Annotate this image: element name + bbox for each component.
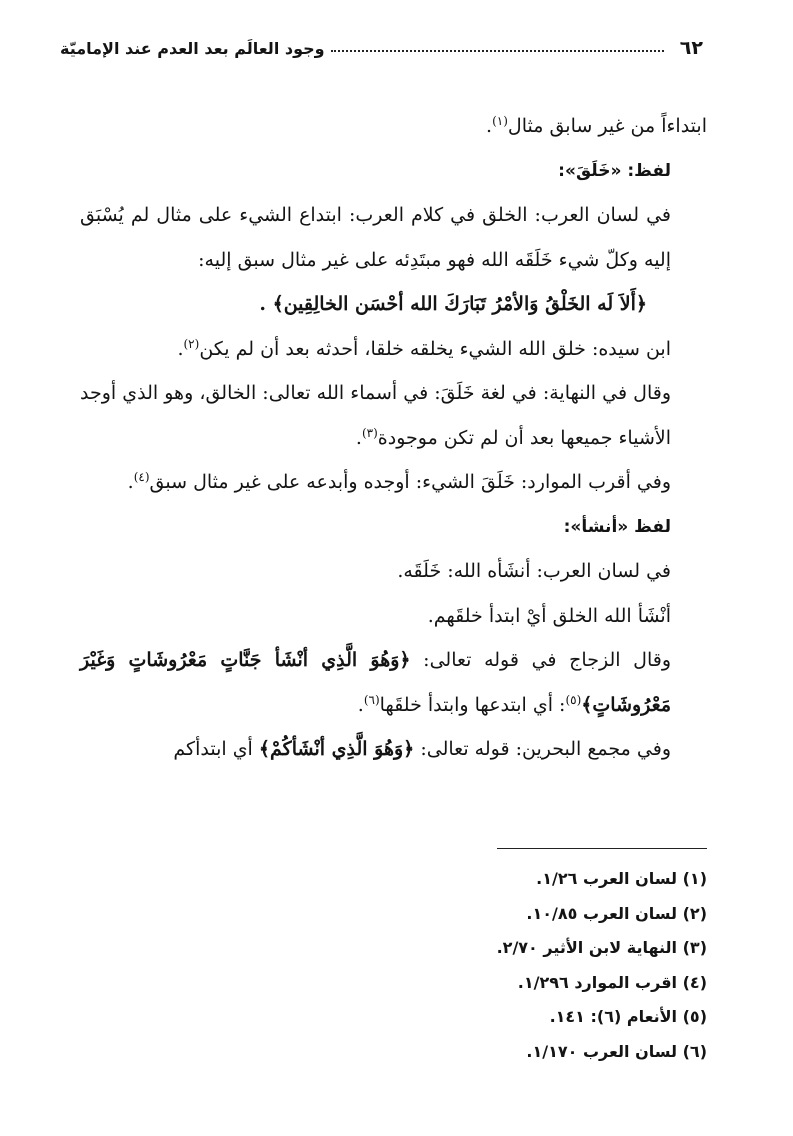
paragraph-3: ابن سيده: خلق الله الشيء يخلقه خلقا، أحدثه بعد أن لم يكن$^{(٢)}$. xyxy=(177,336,671,360)
header-leader-dots xyxy=(331,50,664,52)
footnote-1: (١) لسان العرب ١/٢٦. xyxy=(536,869,707,888)
paragraph-8: وقال الزجاج في قوله تعالى: ﴿وَهُوَ الَّذِي أنْشَأ جَنَّاتٍ مَعْرُوشَاتٍ وَغَيْرَ مَعْرُوشَاتٍ﴾$^{(٥)}$: أي ابتدعها وابتدأ خلقَها$^{(٦)}$. xyxy=(80,649,672,716)
footnote-ref-6: (٦) xyxy=(363,692,380,707)
paragraph-7: أنْشَأ الله الخلق أيْ ابتدأ خلقَهم. xyxy=(427,604,671,627)
paragraph-9: وفي مجمع البحرين: قوله تعالى: ﴿وَهُوَ الَّذِي أنْشَأكُمْ﴾ أي ابتدأكم xyxy=(173,738,671,760)
footnote-ref-4: (٤) xyxy=(133,470,150,484)
paragraph-2: في لسان العرب: الخلق في كلام العرب: ابتداع الشيء على مثال لم يُسْبَق إليه وكلّ شيء خَلَقَه الله فهو مبتَدِئه على غير مثال سبق إليه: xyxy=(80,204,671,271)
heading-khalaqa: لفظ: «خَلَقَ»: xyxy=(558,160,671,181)
running-header xyxy=(60,33,703,63)
footnote-separator xyxy=(497,848,707,849)
paragraph-6: في لسان العرب: أنشَأه الله: خَلَقَه. xyxy=(397,560,671,582)
quran-verse-3: ﴿وَهُوَ الَّذِي أنْشَأكُمْ﴾ xyxy=(258,738,415,760)
footnote-ref-5: (٥) xyxy=(565,692,582,707)
footnote-2: (٢) لسان العرب ١٠/٨٥. xyxy=(526,903,707,923)
footnote-ref-3: (٣) xyxy=(361,425,378,440)
running-title: وجود العالَم بعد العدم عند الإماميّة xyxy=(60,38,325,58)
main-text xyxy=(80,104,707,772)
quran-verse-1: ﴿أَلاَ لَه الخَلْقُ وَالأمْرُ تَبَارَكَ الله أحْسَن الخالِقِين﴾ . xyxy=(259,293,647,315)
page-number: ٦٢ xyxy=(679,37,703,59)
footnote-ref-1: (١) xyxy=(492,114,508,128)
footnotes xyxy=(200,862,707,1069)
paragraph-4: وقال في النهاية: في لغة خَلَقَ: في أسماء الله تعالى: الخالق، وهو الذي أوجد الأشياء جميعها بعد أن لم تكن موجودة$^{(٣)}$. xyxy=(80,382,671,449)
footnote-4: (٤) اقرب الموارد ١/٢٩٦. xyxy=(517,972,707,992)
footnote-ref-2: (٢) xyxy=(183,336,200,351)
paragraph-1: ابتداءاً من غير سابق مثال$^{(١)}$. xyxy=(486,114,707,137)
footnote-3: (٣) النهاية لابن الأثير ٢/٧٠. xyxy=(496,938,707,957)
quran-verse-2: ﴿وَهُوَ الَّذِي أنْشَأ جَنَّاتٍ مَعْرُوشَاتٍ وَغَيْرَ مَعْرُوشَاتٍ﴾ xyxy=(80,649,671,716)
paragraph-5: وفي أقرب الموارد: خَلَقَ الشيء: أوجده وأبدعه على غير مثال سبق$^{(٤)}$. xyxy=(127,470,671,493)
footnote-6: (٦) لسان العرب ١/١٧٠. xyxy=(526,1041,707,1061)
footnote-5: (٥) الأنعام (٦): ١٤١. xyxy=(549,1007,707,1026)
heading-ansha: لفظ «أنشأ»: xyxy=(563,516,671,537)
